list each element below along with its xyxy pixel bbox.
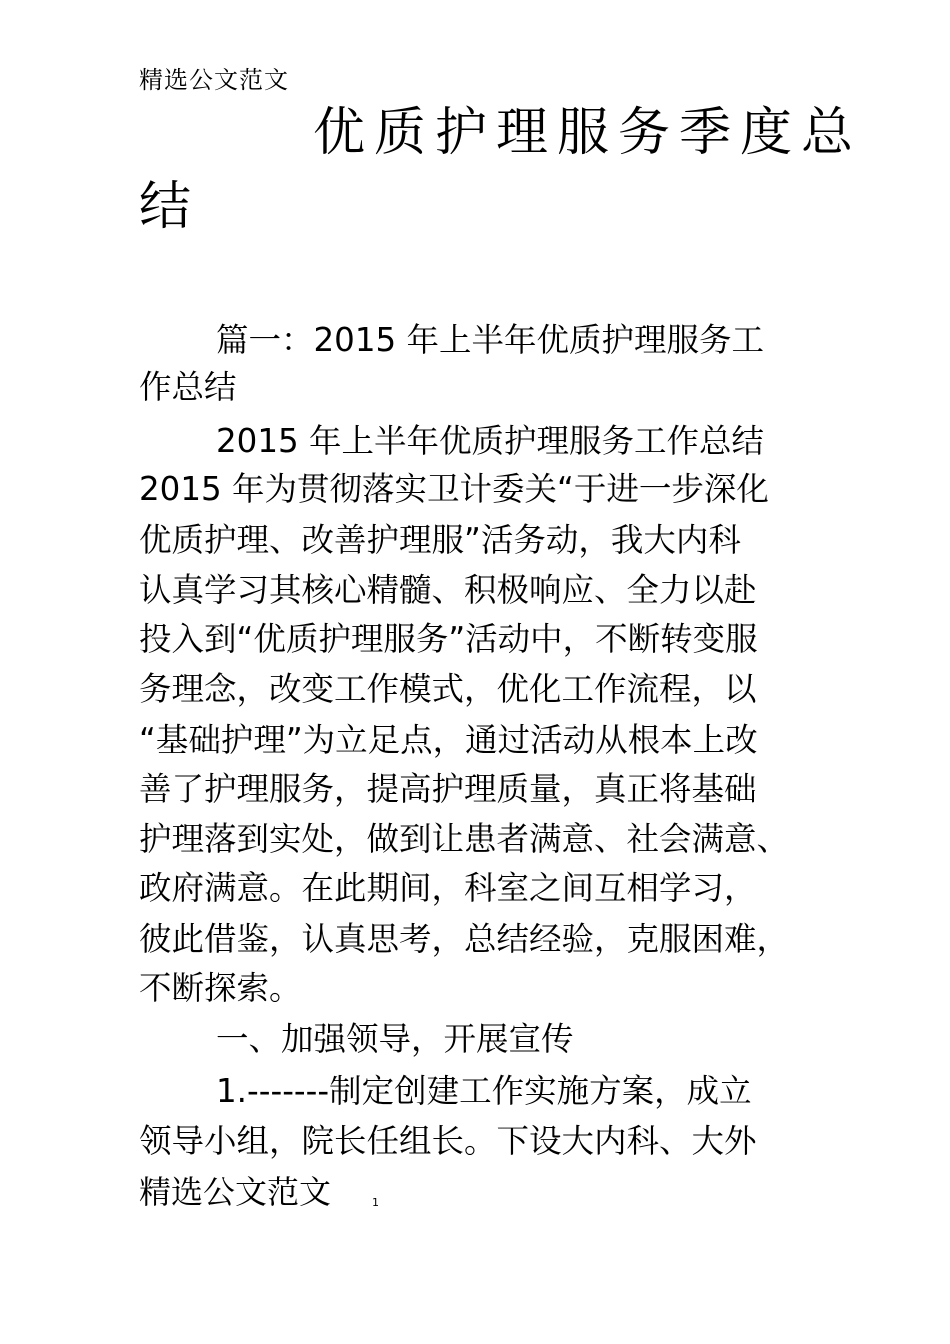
body-text-line: 领导小组，院长任组长。下设大内科、大外	[139, 1122, 757, 1160]
body-text-line: 2015 年为贯彻落实卫计委关“于进一步深化	[139, 470, 769, 508]
body-text-line: 善了护理服务，提高护理质量，真正将基础	[139, 770, 757, 808]
body-text-line: 不断探索。	[139, 969, 302, 1007]
document-title-line-1: 优质护理服务季度总	[313, 103, 863, 163]
body-text-line: 1.-------制定创建工作实施方案，成立	[216, 1072, 752, 1110]
body-text-line: “基础护理”为立足点，通过活动从根本上改	[139, 721, 758, 759]
body-text-line: 认真学习其核心精髓、积极响应、全力以赴	[139, 571, 757, 609]
body-text-line: 优质护理、改善护理服”活务动，我大内科	[139, 521, 741, 559]
body-text-line: 政府满意。在此期间，科室之间互相学习，	[139, 869, 757, 907]
body-text-line: 投入到“优质护理服务”活动中，不断转变服	[139, 620, 758, 658]
section-heading-continued: 作总结	[139, 368, 237, 406]
body-text-line: 务理念，改变工作模式，优化工作流程，以	[139, 670, 757, 708]
document-title-line-2: 结	[139, 177, 201, 237]
page-header: 精选公文范文	[139, 66, 289, 94]
subsection-heading: 一、加强领导，开展宣传	[216, 1020, 574, 1058]
page-footer: 精选公文范文	[139, 1173, 332, 1211]
page-number: 1	[372, 1196, 379, 1209]
section-heading: 篇一：2015 年上半年优质护理服务工	[216, 321, 765, 359]
body-text-line: 彼此借鉴，认真思考，总结经验，克服困难，	[139, 920, 790, 958]
body-text-line: 2015 年上半年优质护理服务工作总结	[216, 422, 765, 460]
body-text-line: 护理落到实处，做到让患者满意、社会满意、	[139, 820, 790, 858]
